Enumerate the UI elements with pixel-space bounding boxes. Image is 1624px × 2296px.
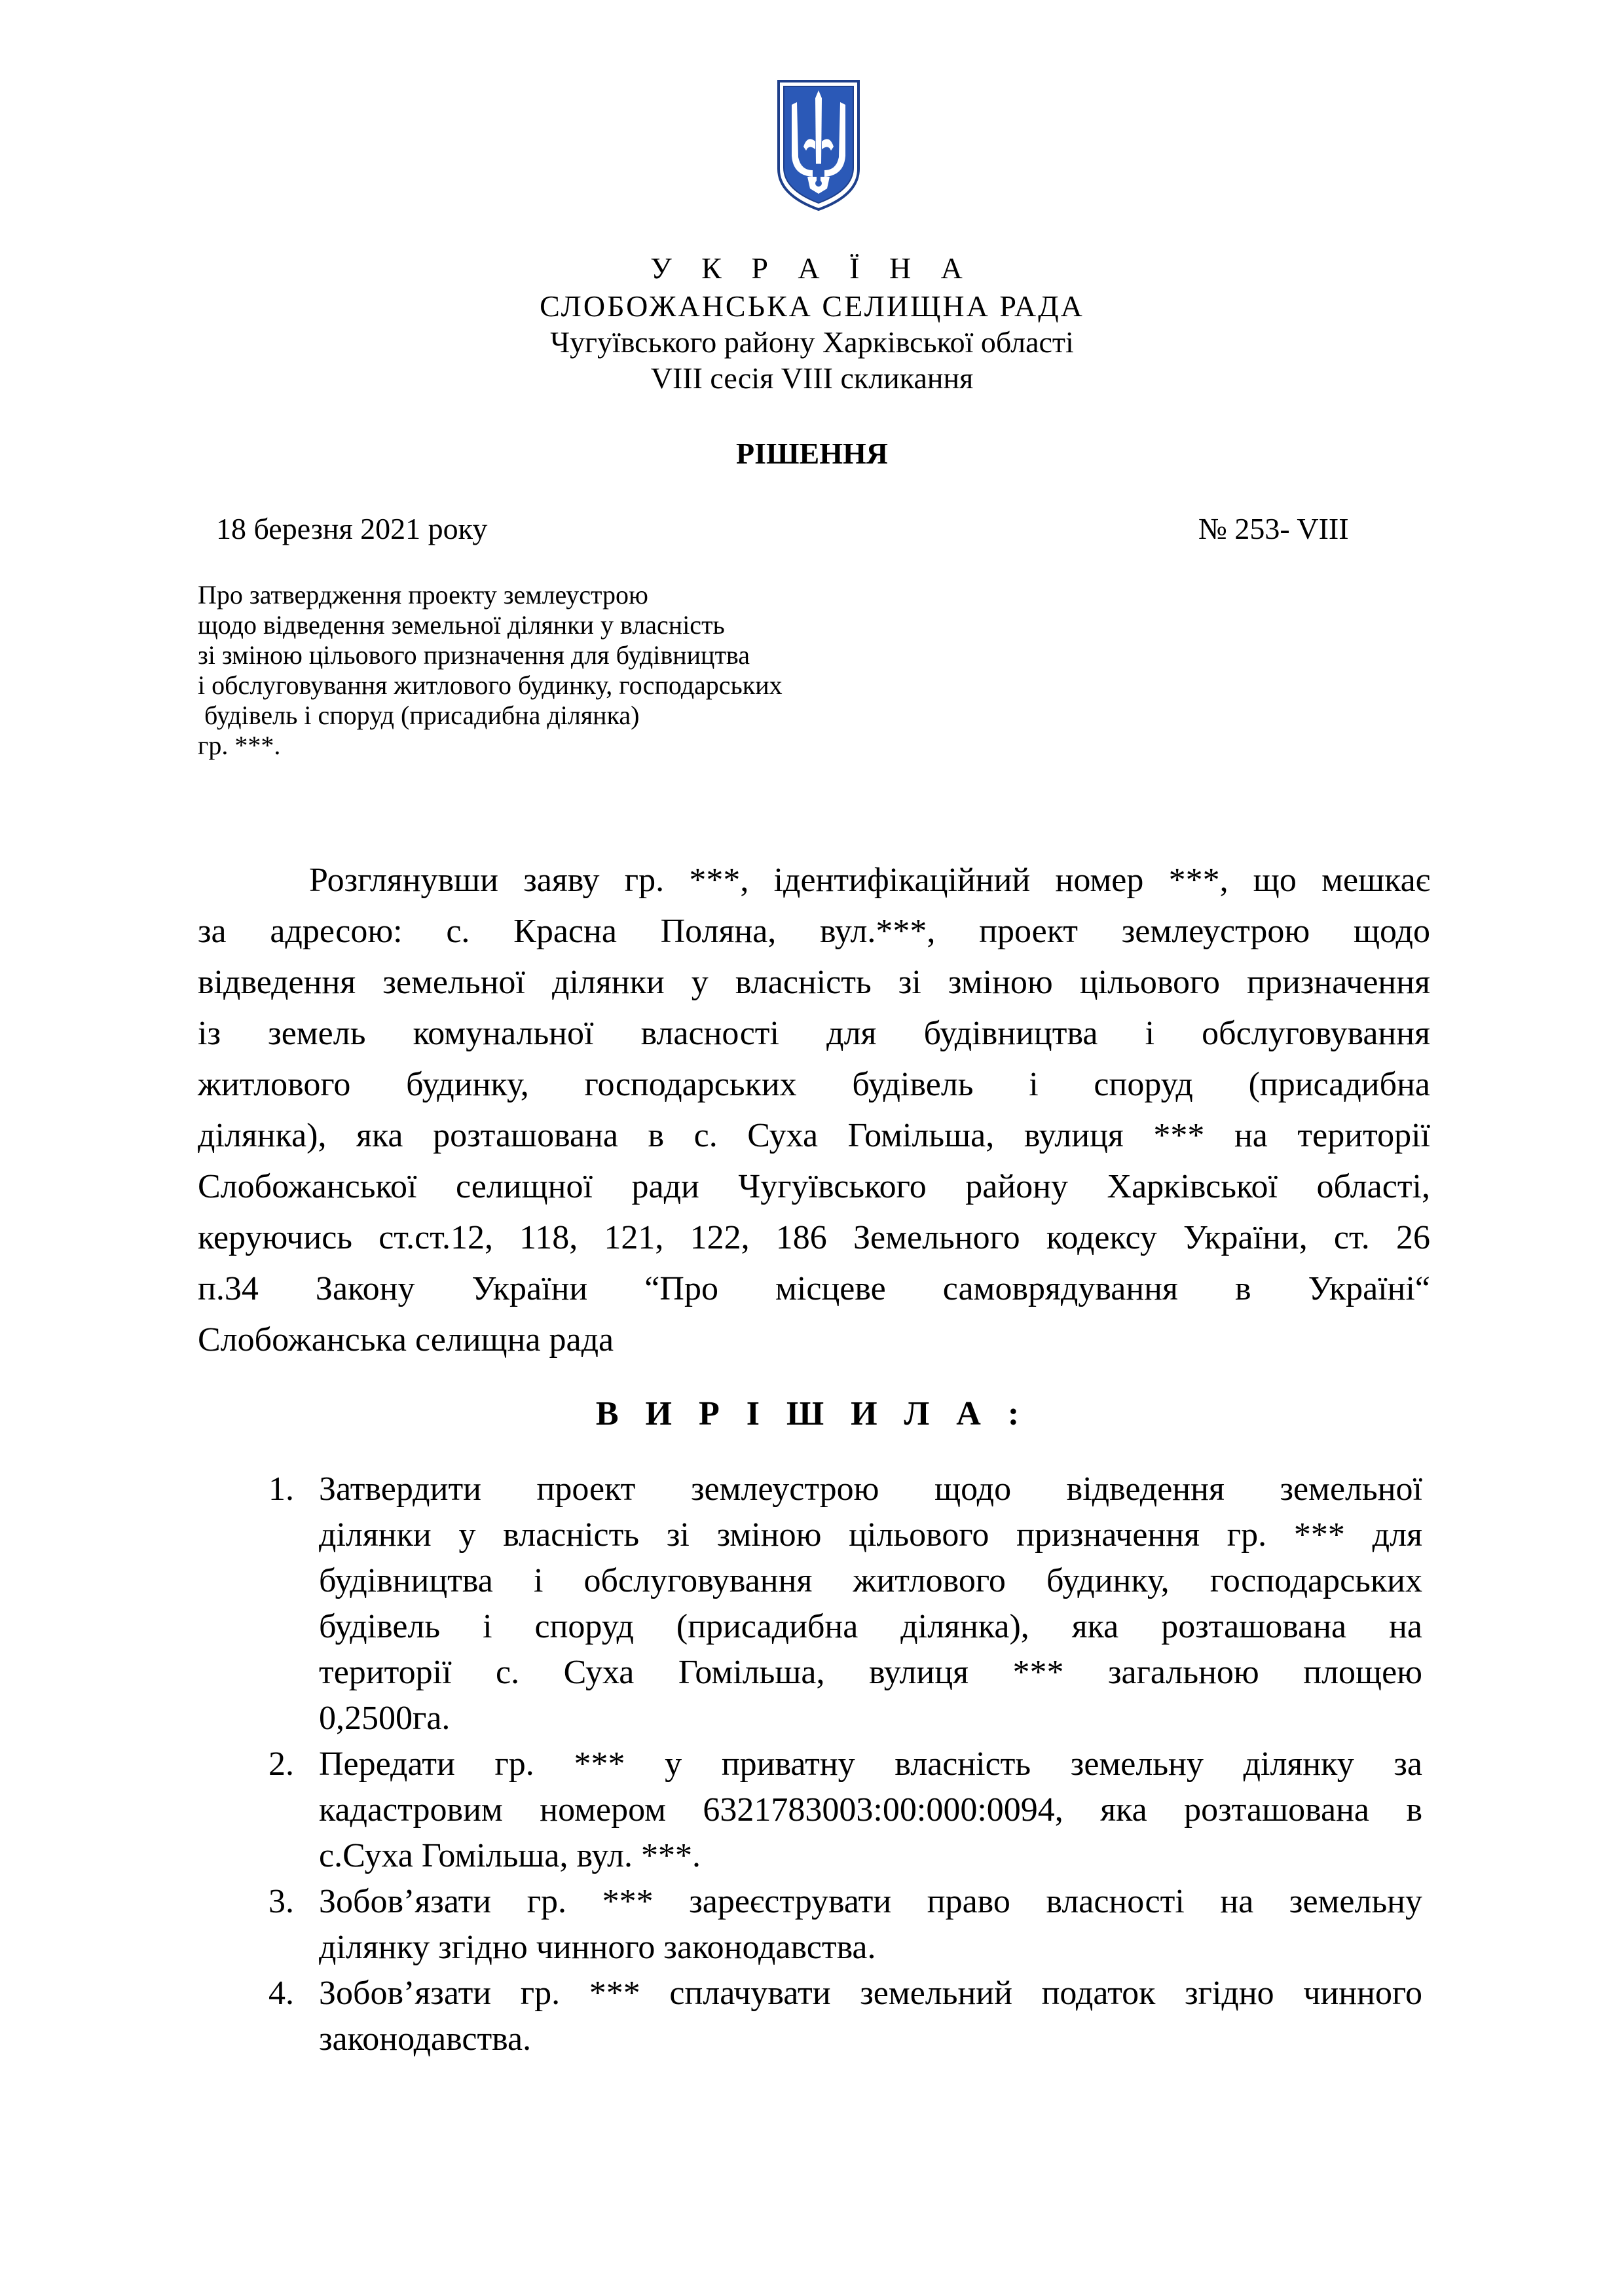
resolved-heading: В И Р І Ш И Л А : xyxy=(595,1395,1029,1432)
preamble-line: керуючись ст.ст.12, 118, 121, 122, 186 Земельного кодексу України, ст. 26 xyxy=(198,1219,1430,1256)
preamble-paragraph xyxy=(198,855,1430,1366)
header-council: СЛОБОЖАНСЬКА СЕЛИЩНА РАДА xyxy=(540,289,1084,323)
header-session: VIII сесія VIII скликання xyxy=(650,361,974,395)
decision-item-1 xyxy=(268,1467,1422,1741)
document-subject xyxy=(198,580,783,761)
item-line: Зобов’язати гр. *** сплачувати земельний податок згідно чинного xyxy=(319,1975,1422,2012)
item-line: Зобов’язати гр. *** зареєструвати право власності на земельну xyxy=(319,1883,1422,1920)
item-line: будівель і споруд (присадибна ділянка), яка розташована на xyxy=(319,1608,1422,1645)
subject-line: будівель і споруд (присадибна ділянка) xyxy=(198,701,640,730)
decision-item-4 xyxy=(268,1971,1422,2062)
preamble-line: Слобожанська селищна рада xyxy=(198,1321,614,1358)
item-line: кадастровим номером 6321783003:00:000:0094, яка розташована в xyxy=(319,1791,1422,1829)
header-district: Чугуївського району Харківської області xyxy=(550,325,1074,359)
item-line: законодавства. xyxy=(319,2020,532,2058)
item-line: території с. Суха Гомільша, вулиця *** загальною площею xyxy=(319,1654,1422,1691)
item-line: с.Суха Гомільша, вул. ***. xyxy=(319,1837,701,1874)
header-country: У К Р А Ї Н А xyxy=(650,251,974,285)
preamble-line: за адресою: с. Красна Поляна, вул.***, проект землеустрою щодо xyxy=(198,913,1430,950)
decision-item-2 xyxy=(268,1741,1422,1879)
preamble-line: ділянка), яка розташована в с. Суха Гомільша, вулиця *** на території xyxy=(198,1117,1430,1154)
subject-line: гр. ***. xyxy=(198,731,281,760)
preamble-line: із земель комунальної власності для будівництва і обслуговування xyxy=(198,1015,1430,1052)
item-number: 2. xyxy=(268,1745,294,1783)
subject-line: і обслуговування житлового будинку, господарських xyxy=(198,670,783,700)
preamble-line: відведення земельної ділянки у власність зі зміною цільового призначення xyxy=(198,964,1430,1001)
document-date: 18 березня 2021 року xyxy=(216,512,488,545)
document-type: РІШЕННЯ xyxy=(736,437,888,470)
item-line: будівництва і обслуговування житлового будинку, господарських xyxy=(319,1562,1422,1599)
item-line: Передати гр. *** у приватну власність земельну ділянку за xyxy=(319,1745,1422,1783)
item-line: ділянку згідно чинного законодавства. xyxy=(319,1929,876,1966)
preamble-line: Слобожанської селищної ради Чугуївського району Харківської області, xyxy=(198,1168,1430,1205)
subject-line: зі зміною цільового призначення для будівництва xyxy=(198,640,750,670)
preamble-line: житлового будинку, господарських будівель і споруд (присадибна xyxy=(198,1066,1430,1103)
subject-line: Про затвердження проекту землеустрою xyxy=(198,580,648,610)
decision-item-3 xyxy=(268,1879,1422,1971)
item-number: 4. xyxy=(268,1975,294,2012)
item-line: ділянки у власність зі зміною цільового призначення гр. *** для xyxy=(319,1516,1422,1554)
item-line: Затвердити проект землеустрою щодо відведення земельної xyxy=(319,1470,1422,1508)
preamble-line: п.34 Закону України “Про місцеве самоврядування в Україні“ xyxy=(198,1270,1430,1307)
document-number: № 253- VIII xyxy=(1198,512,1349,545)
item-number: 3. xyxy=(268,1883,294,1920)
preamble-line: Розглянувши заяву гр. ***, ідентифікаційний номер ***, що мешкає xyxy=(309,862,1430,899)
item-number: 1. xyxy=(268,1470,294,1508)
item-line: 0,2500га. xyxy=(319,1700,451,1737)
subject-line: щодо відведення земельної ділянки у власність xyxy=(198,610,725,640)
decision-items-list xyxy=(268,1467,1422,2062)
trident-coat-of-arms-icon xyxy=(775,79,862,213)
